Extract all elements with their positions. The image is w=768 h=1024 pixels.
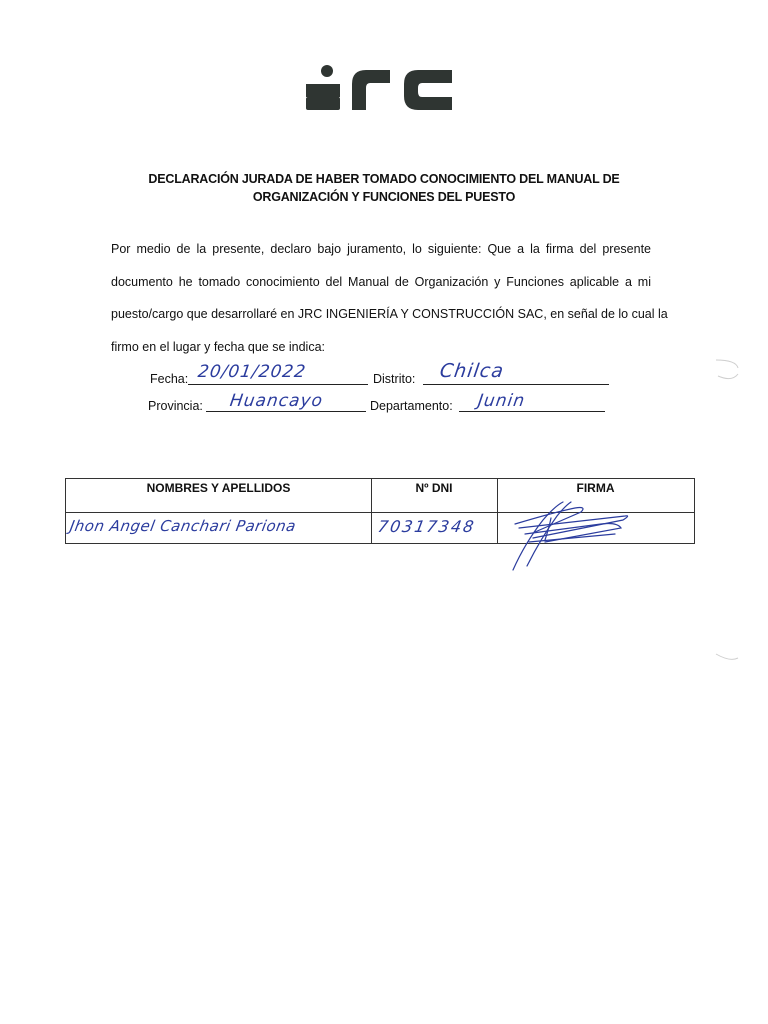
distrito-value: Chilca	[438, 360, 506, 382]
provincia-line	[206, 411, 366, 412]
title-line-2: ORGANIZACIÓN Y FUNCIONES DEL PUESTO	[252, 190, 516, 204]
body-line-2: documento he tomado conocimiento del Manual de Organización y Funciones aplicable a mi	[111, 275, 651, 289]
body-line-4: firmo en el lugar y fecha que se indica:	[111, 340, 326, 354]
cell-nombre: Jhon Angel Canchari Pariona	[68, 517, 298, 535]
provincia-label: Provincia:	[148, 399, 203, 413]
body-line-3: puesto/cargo que desarrollaré en JRC INGENIERÍA Y CONSTRUCCIÓN SAC, en señal de lo cual la	[111, 307, 668, 321]
header-nombres: NOMBRES Y APELLIDOS	[146, 481, 291, 495]
cell-dni: 70317348	[376, 517, 478, 536]
fecha-line	[188, 384, 368, 385]
departamento-value: Junin	[476, 391, 527, 411]
departamento-line	[459, 411, 605, 412]
provincia-value: Huancayo	[228, 391, 325, 411]
jrc-logo	[304, 64, 454, 112]
document-title	[110, 170, 658, 206]
fecha-label: Fecha:	[150, 372, 189, 386]
scan-artifact	[712, 356, 742, 386]
departamento-label: Departamento:	[370, 399, 453, 413]
handwritten-signature	[505, 498, 645, 574]
fecha-value: 20/01/2022	[196, 362, 308, 382]
distrito-label: Distrito:	[373, 372, 416, 386]
distrito-line	[423, 384, 609, 385]
header-dni: Nº DNI	[415, 481, 453, 495]
header-firma: FIRMA	[576, 481, 615, 495]
body-line-1: Por medio de la presente, declaro bajo juramento, lo siguiente: Que a la firma del presente	[111, 242, 651, 256]
scan-artifact	[712, 650, 742, 670]
title-line-1: DECLARACIÓN JURADA DE HABER TOMADO CONOCIMIENTO DEL MANUAL DE	[148, 172, 620, 186]
